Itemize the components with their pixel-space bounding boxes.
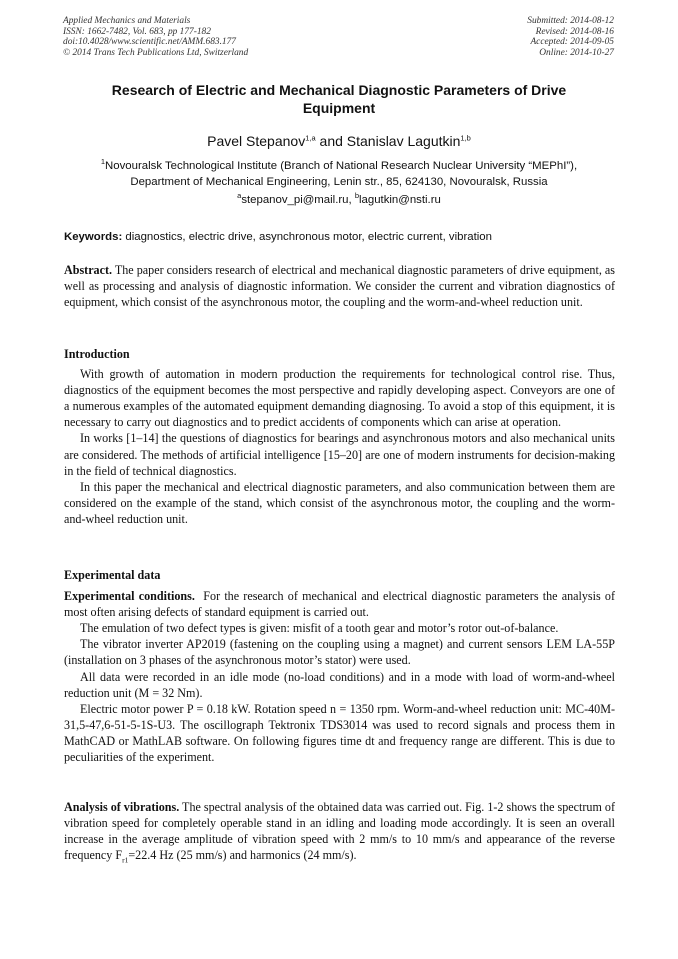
title-line: Equipment (302, 100, 376, 116)
affiliation-line: Department of Mechanical Engineering, Lenin str., 85, 624130, Novouralsk, Russia (130, 176, 548, 188)
affiliation-superscript: 1 (100, 157, 106, 167)
paragraph: In this paper the mechanical and electrical diagnostic parameters, and also communication between them are considered on the example of the stand, which consist of the asynchronous motor, the coupling and the worm-and-wheel reduction unit. (64, 479, 615, 526)
paragraph: In works [1–14] the questions of diagnostics for bearings and asynchronous motors and also mechanical units are considered. The methods of artificial intelligence [15–20] are one of modern instruments for decision-making in the field of technical diagnostics. (64, 431, 615, 478)
abstract (64, 262, 615, 310)
author-name: Pavel Stepanov (207, 133, 306, 149)
author-superscript: 1,b (460, 133, 471, 143)
email-link[interactable]: stepanov_pi@mail.ru (241, 194, 349, 206)
journal-name: Applied Mechanics and Materials (63, 16, 191, 26)
publication-dates (527, 16, 614, 58)
journal-doi[interactable]: doi:10.4028/www.scientific.net/AMM.683.177 (63, 37, 236, 47)
date-submitted: Submitted: 2014-08-12 (527, 16, 614, 26)
section-heading: Introduction (64, 347, 130, 361)
affiliation-line (64, 158, 614, 174)
paper-title (64, 81, 614, 117)
vibration-analysis (64, 799, 615, 863)
title-line: Research of Electric and Mechanical Diagnostic Parameters of Drive (111, 82, 567, 98)
keywords (64, 230, 624, 244)
email-superscript: a (237, 191, 242, 201)
introduction-section (64, 346, 615, 527)
abstract-label: Abstract. (64, 263, 113, 277)
paragraph: The vibrator inverter AP2019 (fastening on the coupling using a magnet) and current sensors LEM LA-55P (installation on 3 phases of the asynchronous motor’s stator) were used. (64, 637, 615, 668)
author-superscript: 1,a (305, 133, 316, 143)
email-link[interactable]: lagutkin@nsti.ru (359, 194, 441, 206)
journal-issn: ISSN: 1662-7482, Vol. 683, pp 177-182 (63, 26, 211, 37)
paragraph: Electric motor power P = 0.18 kW. Rotation speed n = 1350 rpm. Worm-and-wheel reduction unit: MC-40M-31,5-47,6-51-5-1S-U3. The oscillograph Tektronix TDS3014 was used to record signals and process them in MathCAD or MathLAB software. On following figures time dt and frequency range are different. This is due to peculiarities of the experiment. (64, 701, 615, 765)
keywords-text: diagnostics, electric drive, asynchronous motor, electric current, vibration (122, 231, 492, 243)
frequency-subscript: r1 (122, 855, 129, 865)
paragraph-text: The spectral analysis of the obtained data was carried out. Fig. 1-2 shows the spectrum of vibration speed for completely operable stand in an idling and loading mode accordingly. It is seen an overall increase in the average amplitude of vibration speed with 2 mm/s to 10 mm/s and appearance of the reverse frequency F (64, 800, 615, 863)
experimental-section (64, 567, 619, 765)
abstract-text: The paper considers research of electrical and mechanical diagnostic parameters of drive equipment, as well as processing and analysis of diagnostic information. We consider the current and vibration diagnostics of equipment, which consist of the asynchronous motor, the coupling and the worm-and-wheel reduction unit. (64, 263, 615, 310)
paragraph: All data were recorded in an idle mode (no-load conditions) and in a mode with load of worm-and-wheel reduction unit (M = 32 Nm). (64, 669, 615, 700)
section-heading: Experimental data (64, 568, 161, 582)
subsection-label: Experimental conditions. (64, 589, 195, 604)
author-emails (64, 193, 614, 207)
email-superscript: b (354, 191, 359, 201)
date-revised: Revised: 2014-08-16 (535, 26, 614, 37)
paragraph-text: For the research of mechanical and electrical diagnostic parameters the analysis of most often arising defects of standard equipment is carried out. (64, 589, 619, 620)
paragraph: With growth of automation in modern production the requirements for technological control rise. Thus, diagnostics of the equipment becomes the most perspective and rapidly developing aspect. Conveyors are one of a numerous examples of the automated equipment demanding diagnosing. To avoid a stop of this equipment, it is necessary to carry out diagnostics and to predict accidents of components which can arise at operation. (64, 367, 615, 430)
affiliation-text: Novouralsk Technological Institute (Branch of National Research Nuclear University “MEPhI”), (105, 160, 578, 172)
authors-conjunction: and (315, 133, 347, 149)
date-accepted: Accepted: 2014-09-05 (530, 37, 614, 47)
paragraph-text: =22.4 Hz (25 mm/s) and harmonics (24 mm/s). (128, 848, 357, 863)
affiliation (64, 158, 614, 190)
paragraph (64, 588, 619, 620)
email-separator: , (348, 194, 355, 206)
journal-info (63, 16, 248, 58)
paragraph: The emulation of two defect types is given: misfit of a tooth gear and motor’s rotor out-of-balance. (80, 621, 559, 636)
date-online: Online: 2014-10-27 (539, 47, 614, 58)
keywords-label: Keywords: (64, 231, 123, 243)
journal-copyright: © 2014 Trans Tech Publications Ltd, Switzerland (63, 47, 249, 58)
subsection-label: Analysis of vibrations. (64, 800, 180, 814)
authors (64, 132, 614, 150)
author-name: Stanislav Lagutkin (346, 133, 461, 149)
